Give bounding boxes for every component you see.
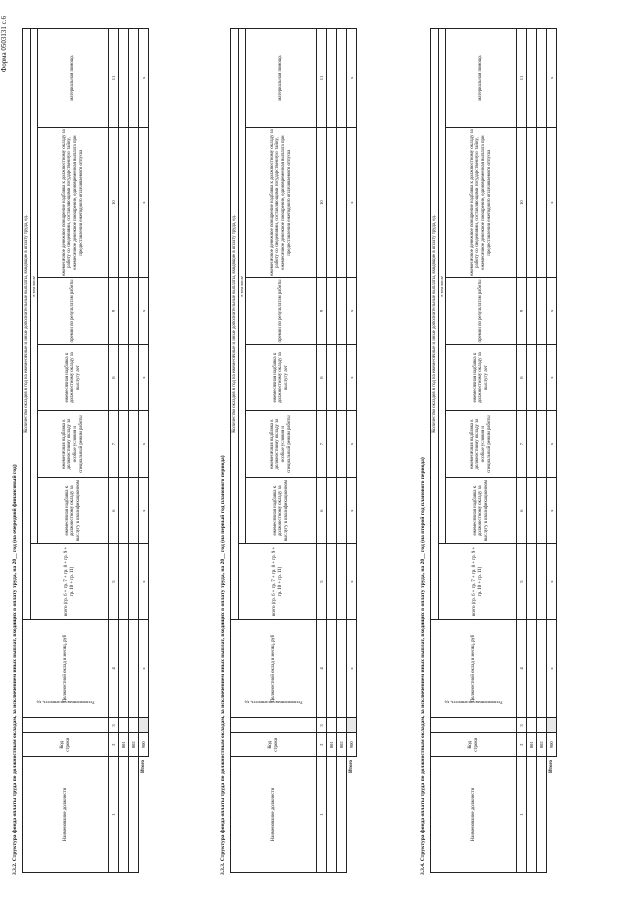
data-cell[interactable] [119,477,129,544]
header-col-10: ежемесячное денежное поощрение надбавка к должностному окладу за работу со сведениями, составляющими государственную тайну, ежемесячное денежное поощрение, единовременная выплата при предоставлении ежегодного оплачиваемого отпуска [246,127,317,277]
header-including: в том числе [31,29,38,544]
total-label: Итого [547,757,557,873]
data-cell[interactable] [119,344,129,411]
x-mark: x [547,29,557,128]
table-section-334 [430,28,557,873]
row-code-cell: 001 [327,733,337,757]
header-col-11: материальная помощь [246,29,317,128]
total-headcount-cell [139,718,149,733]
data-cell[interactable] [129,477,139,544]
header-including: в том числе [239,29,246,544]
data-cell[interactable] [537,718,547,733]
x-mark: x [139,127,149,277]
row-code-cell: 001 [527,733,537,757]
col-number: 7 [109,411,119,478]
data-cell[interactable] [327,278,337,345]
form-code-label: Форма 0503131 с.6 [0,16,8,73]
data-cell[interactable] [337,344,347,411]
header-col-8: ежемесячная надбавка к должностному окладу за выслугу лет [38,344,109,411]
header-col-9: премии по результатам работы [38,278,109,345]
data-cell[interactable] [537,544,547,619]
data-cell[interactable] [327,718,337,733]
header-col-7: ежемесячная надбавка к должностному окладу за особые условия и специальный режим работы [446,411,517,478]
col-number: 11 [109,29,119,128]
data-cell[interactable] [337,718,347,733]
data-cell[interactable] [537,127,547,277]
header-col-7: ежемесячная надбавка к должностному окладу за особые условия и специальный режим работы [246,411,317,478]
x-mark: x [347,619,357,718]
data-cell[interactable] [129,411,139,478]
col-number: 1 [109,757,119,873]
header-headcount [431,700,517,733]
col-number: 4 [517,619,527,718]
col-number: 1 [317,757,327,873]
col-number: 8 [109,344,119,411]
total-code: 900 [547,733,557,757]
col-number: 5 [517,544,527,619]
x-mark: x [547,477,557,544]
header-salary-count-group: Количество окладов в год на ежемесячные и иные дополнительные выплаты, входящие в оплату труда, ед. [231,29,239,620]
header-row-code: Код строки [23,733,109,757]
position-name-cell[interactable] [337,757,347,873]
x-mark: x [139,544,149,619]
data-cell[interactable] [327,29,337,128]
data-cell[interactable] [119,127,129,277]
data-cell[interactable] [327,411,337,478]
header-monthly-salary: Должностной оклад в месяц, руб [231,619,317,718]
total-row [139,29,149,873]
x-mark: x [139,278,149,345]
col-number: 10 [109,127,119,277]
data-cell[interactable] [337,411,347,478]
row-code-cell: 002 [537,733,547,757]
header-total: всего (гр. 6 + гр. 7 + гр. 8 + гр. 9 + гр. 10 + гр. 11) [239,544,317,619]
col-number: 9 [109,278,119,345]
data-cell[interactable] [119,29,129,128]
x-mark: x [347,544,357,619]
header-col-9: премии по результатам работы [446,278,517,345]
data-cell[interactable] [327,127,337,277]
header-position-name: Наименование должности [231,757,317,873]
header-col-6: ежемесячная надбавка к должностному окладу за выслугу в квалификационном [246,477,317,544]
data-cell[interactable] [527,619,537,718]
col-number: 3 [317,718,327,733]
data-cell[interactable] [129,278,139,345]
col-number: 6 [517,477,527,544]
x-mark: x [547,411,557,478]
header-col-8: ежемесячная надбавка к должностному окладу за выслугу лет [446,344,517,411]
x-mark: x [347,29,357,128]
header-headcount-text: Установленная численность, ед. [35,700,95,706]
col-number: 10 [317,127,327,277]
total-row [547,29,557,873]
header-col-11: материальная помощь [446,29,517,128]
header-col-6: ежемесячная надбавка к должностному окладу за выслугу в квалификационном [446,477,517,544]
header-col-6: ежемесячная надбавка к должностному окладу за выслугу в квалификационном [38,477,109,544]
table-section-333 [230,28,357,873]
section-heading-334: 3.3.4. Структура фонда оплаты труда по должностным окладам, за исключением иных выплат, входящих в оплату труда, на 20__ год (на второй год планового периода) [420,457,426,875]
x-mark: x [139,344,149,411]
table-row [537,29,547,873]
header-headcount-text: Установленная численность, ед. [243,700,303,706]
data-cell[interactable] [119,411,129,478]
header-position-name: Наименование должности [23,757,109,873]
col-number: 2 [517,733,527,757]
col-number: 1 [517,757,527,873]
data-cell[interactable] [327,544,337,619]
position-name-cell[interactable] [119,757,129,873]
total-label: Итого [347,757,357,873]
x-mark: x [347,278,357,345]
data-cell[interactable] [527,544,537,619]
data-cell[interactable] [129,127,139,277]
data-cell[interactable] [527,127,537,277]
position-name-cell[interactable] [129,757,139,873]
data-cell[interactable] [119,619,129,718]
header-col-11: материальная помощь [38,29,109,128]
header-col-9: премии по результатам работы [246,278,317,345]
position-name-cell[interactable] [327,757,337,873]
data-cell[interactable] [537,619,547,718]
x-mark: x [139,619,149,718]
col-number: 2 [109,733,119,757]
header-total: всего (гр. 6 + гр. 7 + гр. 8 + гр. 9 + гр. 10 + гр. 11) [439,544,517,619]
col-number: 8 [317,344,327,411]
col-number: 6 [317,477,327,544]
x-mark: x [139,477,149,544]
col-number: 8 [517,344,527,411]
header-row-code: Код строки [231,733,317,757]
header-col-10: ежемесячное денежное поощрение надбавка к должностному окладу за работу со сведениями, составляющими государственную тайну, ежемесячное денежное поощрение, единовременная выплата при предоставлении ежегодного оплачиваемого отпуска [38,127,109,277]
col-number: 11 [517,29,527,128]
col-number: 5 [109,544,119,619]
header-headcount [231,700,317,733]
x-mark: x [347,344,357,411]
data-cell[interactable] [119,278,129,345]
col-number: 3 [109,718,119,733]
total-headcount-cell [347,718,357,733]
header-col-7: ежемесячная надбавка к должностному окладу за особые условия и специальный режим работы [38,411,109,478]
data-cell[interactable] [129,544,139,619]
col-number: 11 [317,29,327,128]
data-cell[interactable] [129,29,139,128]
col-number: 4 [317,619,327,718]
data-cell[interactable] [129,344,139,411]
total-code: 900 [347,733,357,757]
data-cell[interactable] [537,344,547,411]
header-position-name: Наименование должности [431,757,517,873]
data-cell[interactable] [337,544,347,619]
table-row [119,29,129,873]
data-cell[interactable] [337,29,347,128]
header-row-code: Код строки [431,733,517,757]
data-cell[interactable] [129,718,139,733]
header-headcount-text: Установленная численность, ед. [443,700,503,706]
x-mark: x [547,544,557,619]
x-mark: x [139,411,149,478]
x-mark: x [547,619,557,718]
x-mark: x [547,127,557,277]
x-mark: x [347,127,357,277]
data-cell[interactable] [119,544,129,619]
col-number: 3 [517,718,527,733]
total-row [347,29,357,873]
data-cell[interactable] [537,278,547,345]
data-cell[interactable] [527,718,537,733]
data-cell[interactable] [527,344,537,411]
col-number: 6 [109,477,119,544]
section-heading-332: 3.3.2. Структура фонда оплаты труда по должностным окладам, за исключением иных выплат, входящих в оплату труда, на 20__ год (на очередной финансовый год) [12,464,18,875]
row-code-cell: 002 [129,733,139,757]
x-mark: x [139,29,149,128]
header-total: всего (гр. 6 + гр. 7 + гр. 8 + гр. 9 + гр. 10 + гр. 11) [31,544,109,619]
table-row [327,29,337,873]
x-mark: x [347,477,357,544]
x-mark: x [347,411,357,478]
header-headcount [23,700,109,733]
header-salary-count-group: Количество окладов в год на ежемесячные и иные дополнительные выплаты, входящие в оплату труда, ед. [23,29,31,620]
col-number: 9 [517,278,527,345]
data-cell[interactable] [337,127,347,277]
section-heading-333: 3.3.3. Структура фонда оплаты труда по должностным окладам, за исключением иных выплат, входящих в оплату труда, на 20__ год (на первый год планового периода) [220,455,226,875]
header-including: в том числе [439,29,446,544]
header-monthly-salary: Должностной оклад в месяц, руб [431,619,517,718]
data-cell[interactable] [527,29,537,128]
total-code: 900 [139,733,149,757]
col-number: 10 [517,127,527,277]
data-cell[interactable] [327,619,337,718]
table-row [337,29,347,873]
data-cell[interactable] [327,344,337,411]
col-number: 2 [317,733,327,757]
header-col-10: ежемесячное денежное поощрение надбавка к должностному окладу за работу со сведениями, составляющими государственную тайну, ежемесячное денежное поощрение, единовременная выплата при предоставлении ежегодного оплачиваемого отпуска [446,127,517,277]
data-cell[interactable] [527,411,537,478]
row-code-cell: 002 [337,733,347,757]
data-cell[interactable] [119,718,129,733]
data-cell[interactable] [537,29,547,128]
row-code-cell: 001 [119,733,129,757]
table-row [527,29,537,873]
col-number: 9 [317,278,327,345]
data-cell[interactable] [337,619,347,718]
x-mark: x [547,278,557,345]
data-cell[interactable] [527,278,537,345]
data-cell[interactable] [129,619,139,718]
header-col-8: ежемесячная надбавка к должностному окладу за выслугу лет [246,344,317,411]
x-mark: x [547,344,557,411]
table-row [129,29,139,873]
col-number: 7 [317,411,327,478]
position-name-cell[interactable] [527,757,537,873]
data-cell[interactable] [537,477,547,544]
data-cell[interactable] [337,278,347,345]
total-headcount-cell [547,718,557,733]
col-number: 7 [517,411,527,478]
table-section-332 [22,28,149,873]
data-cell[interactable] [527,477,537,544]
data-cell[interactable] [327,477,337,544]
total-label: Итого [139,757,149,873]
header-monthly-salary: Должностной оклад в месяц, руб [23,619,109,718]
col-number: 5 [317,544,327,619]
data-cell[interactable] [337,477,347,544]
header-salary-count-group: Количество окладов в год на ежемесячные и иные дополнительные выплаты, входящие в оплату труда, ед. [431,29,439,620]
data-cell[interactable] [537,411,547,478]
col-number: 4 [109,619,119,718]
position-name-cell[interactable] [537,757,547,873]
